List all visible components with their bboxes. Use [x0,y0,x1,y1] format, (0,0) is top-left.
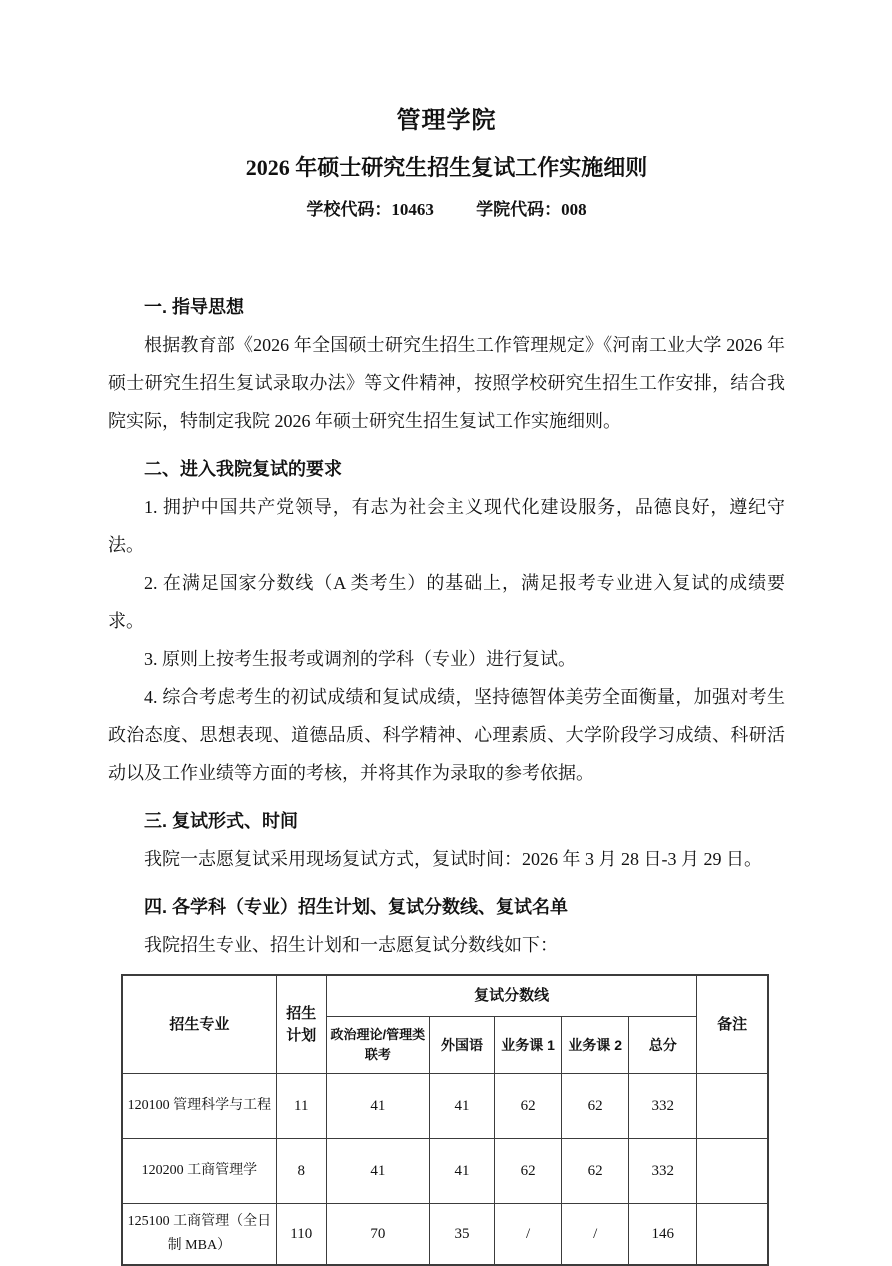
cell-course2: / [562,1204,629,1266]
section-heading-retest-form-time: 三. 复试形式、时间 [144,811,299,831]
paragraph-retest-form-time: 我院一志愿复试采用现场复试方式，复试时间：2026 年 3 月 28 日-3 月 29 日。 [144,849,762,869]
column-header-major: 招生专业 [122,975,276,1074]
table-row-mba [122,1204,768,1266]
cell-plan: 8 [276,1139,326,1204]
cell-total: 146 [629,1204,697,1266]
section-heading-retest-requirements: 二、进入我院复试的要求 [144,459,342,479]
school-code: 学校代码：10463 [306,200,434,219]
column-header-politics: 政治理论/管理类联考 [326,1017,429,1074]
requirement-item-3: 3. 原则上按考生报考或调剂的学科（专业）进行复试。 [144,649,576,669]
cell-total: 332 [629,1139,697,1204]
cell-major: 120100 管理科学与工程 [122,1074,276,1139]
cell-major: 125100 工商管理（全日制 MBA） [122,1204,276,1266]
admission-score-table [121,974,769,1266]
column-header-total: 总分 [629,1017,697,1074]
cell-course1: 62 [495,1139,562,1204]
column-header-remark: 备注 [697,975,768,1074]
cell-foreign: 35 [429,1204,494,1266]
document-title: 管理学院 [396,108,497,134]
table-header-row-1 [122,975,768,1017]
cell-remark [697,1204,768,1266]
cell-total: 332 [629,1074,697,1139]
cell-politics: 41 [326,1074,429,1139]
column-header-course2: 业务课 2 [562,1017,629,1074]
code-line [108,198,785,222]
cell-remark [697,1074,768,1139]
column-header-foreign-language: 外国语 [429,1017,494,1074]
document-body [108,288,785,1266]
document-subtitle: 2026 年硕士研究生招生复试工作实施细则 [245,155,648,180]
table-row-management-science [122,1074,768,1139]
paragraph-plan-scores-intro: 我院招生专业、招生计划和一志愿复试分数线如下： [144,935,558,955]
paragraph-guiding-ideology: 根据教育部《2026 年全国硕士研究生招生工作管理规定》《河南工业大学 2026 年硕士研究生招生复试录取办法》等文件精神，按照学校研究生招生工作安排，结合我院实际，特制定我院 2026 年硕士研究生招生复试工作实施细则。 [108,335,785,431]
cell-politics: 41 [326,1139,429,1204]
cell-plan: 110 [276,1204,326,1266]
requirement-item-4: 4. 综合考虑考生的初试成绩和复试成绩，坚持德智体美劳全面衡量，加强对考生政治态度、思想表现、道德品质、科学精神、心理素质、大学阶段学习成绩、科研活动以及工作业绩等方面的考核，并将其作为录取的参考依据。 [108,687,785,783]
cell-course2: 62 [562,1074,629,1139]
cell-course1: / [495,1204,562,1266]
table-row-business-administration [122,1139,768,1204]
requirement-item-2: 2. 在满足国家分数线（A 类考生）的基础上，满足报考专业进入复试的成绩要求。 [108,573,785,631]
section-heading-plan-scores: 四. 各学科（专业）招生计划、复试分数线、复试名单 [144,897,568,917]
cell-foreign: 41 [429,1139,494,1204]
college-code: 学院代码：008 [476,200,587,219]
cell-major: 120200 工商管理学 [122,1139,276,1204]
section-heading-guiding-ideology: 一. 指导思想 [144,297,245,317]
cell-course1: 62 [495,1074,562,1139]
cell-plan: 11 [276,1074,326,1139]
cell-course2: 62 [562,1139,629,1204]
cell-politics: 70 [326,1204,429,1266]
cell-remark [697,1139,768,1204]
requirement-item-1: 1. 拥护中国共产党领导，有志为社会主义现代化建设服务，品德良好，遵纪守法。 [108,497,785,555]
cell-foreign: 41 [429,1074,494,1139]
column-header-course1: 业务课 1 [495,1017,562,1074]
column-header-score-line-group: 复试分数线 [326,975,697,1017]
column-header-plan: 招生计划 [276,975,326,1074]
